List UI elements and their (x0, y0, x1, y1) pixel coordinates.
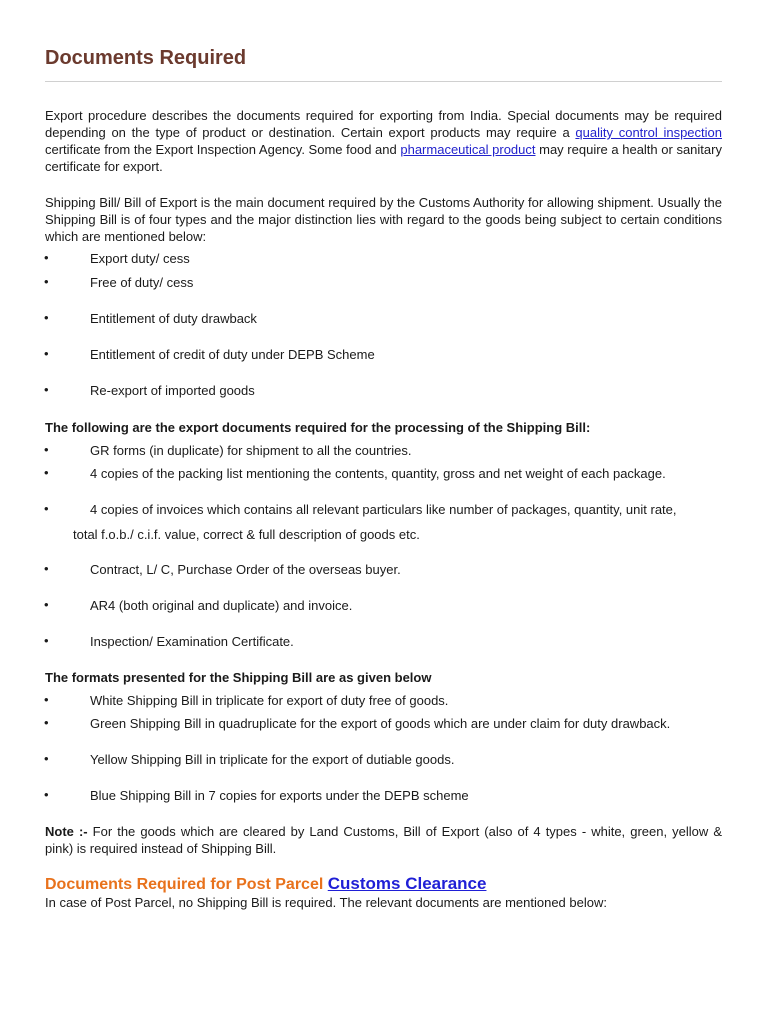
bullet-icon: • (44, 465, 49, 480)
list-item-text: Export duty/ cess (90, 251, 190, 266)
bullet-icon: • (44, 633, 49, 648)
bullet-icon: • (44, 382, 49, 397)
bullet-icon: • (44, 787, 49, 802)
bullet-icon: • (44, 715, 49, 730)
list-item-text: total f.o.b./ c.i.f. value, correct & full description of goods etc. (73, 527, 420, 542)
export-docs-heading: The following are the export documents required for the processing of the Shipping Bill: (45, 420, 591, 435)
page-title: Documents Required (45, 47, 247, 69)
post-parcel-paragraph: In case of Post Parcel, no Shipping Bill is required. The relevant documents are mentioned below: (45, 895, 607, 910)
bullet-icon: • (44, 346, 49, 361)
intro-text-1: Export procedure describes the documents required for exporting from India. Special documents may be required depending on the type of product or destination. Certain export products may require a (45, 108, 722, 140)
bullet-icon: • (44, 250, 49, 265)
list-item-text: Re-export of imported goods (90, 383, 255, 398)
intro-paragraph (45, 107, 722, 175)
list-item-text: GR forms (in duplicate) for shipment to all the countries. (90, 443, 412, 458)
list-item-text: White Shipping Bill in triplicate for export of duty free of goods. (90, 693, 449, 708)
note-label: Note :- (45, 824, 88, 839)
list-item-text: Inspection/ Examination Certificate. (90, 634, 294, 649)
bullet-icon: • (44, 597, 49, 612)
post-parcel-heading (45, 874, 486, 895)
title-divider (45, 81, 722, 82)
quality-control-inspection-link[interactable]: quality control inspection (575, 125, 722, 140)
note-paragraph (45, 823, 722, 857)
list-item-text: 4 copies of the packing list mentioning the contents, quantity, gross and net weight of each package. (90, 466, 666, 481)
list-item-text: Entitlement of duty drawback (90, 311, 257, 326)
list-item-text: Entitlement of credit of duty under DEPB Scheme (90, 347, 375, 362)
bullet-icon: • (44, 561, 49, 576)
bullet-icon: • (44, 692, 49, 707)
list-item-text: Green Shipping Bill in quadruplicate for the export of goods which are under claim for duty drawback. (90, 716, 671, 731)
bullet-icon: • (44, 751, 49, 766)
customs-clearance-link[interactable]: Customs Clearance (327, 874, 487, 893)
list-item-text: Contract, L/ C, Purchase Order of the overseas buyer. (90, 562, 401, 577)
note-text: For the goods which are cleared by Land Customs, Bill of Export (also of 4 types - white, green, yellow & pink) is required instead of Shipping Bill. (45, 824, 722, 856)
pharmaceutical-product-link[interactable]: pharmaceutical product (400, 142, 536, 157)
formats-heading: The formats presented for the Shipping Bill are as given below (45, 670, 432, 685)
shipping-bill-paragraph: Shipping Bill/ Bill of Export is the main document required by the Customs Authority for allowing shipment. Usually the Shipping Bill is of four types and the major distinction lies with regard to the goods being subject to certain conditions which are mentioned below: (45, 195, 722, 244)
list-item-text: Yellow Shipping Bill in triplicate for the export of dutiable goods. (90, 752, 455, 767)
bullet-icon: • (44, 442, 49, 457)
intro-text-2: certificate from the Export Inspection Agency. Some food and (45, 142, 401, 157)
bullet-icon: • (44, 310, 49, 325)
post-parcel-heading-text: Documents Required for Post Parcel (45, 876, 328, 893)
list-item-text: 4 copies of invoices which contains all relevant particulars like number of packages, quantity, unit rate, (90, 502, 677, 517)
bullet-icon: • (44, 274, 49, 289)
list-item-text: AR4 (both original and duplicate) and invoice. (90, 598, 353, 613)
list-item-text: Blue Shipping Bill in 7 copies for exports under the DEPB scheme (90, 788, 469, 803)
list-item-text: Free of duty/ cess (90, 275, 194, 290)
intro-text-3: may require a health or sanitary certificate for export. (45, 142, 722, 174)
bullet-icon: • (44, 501, 49, 516)
